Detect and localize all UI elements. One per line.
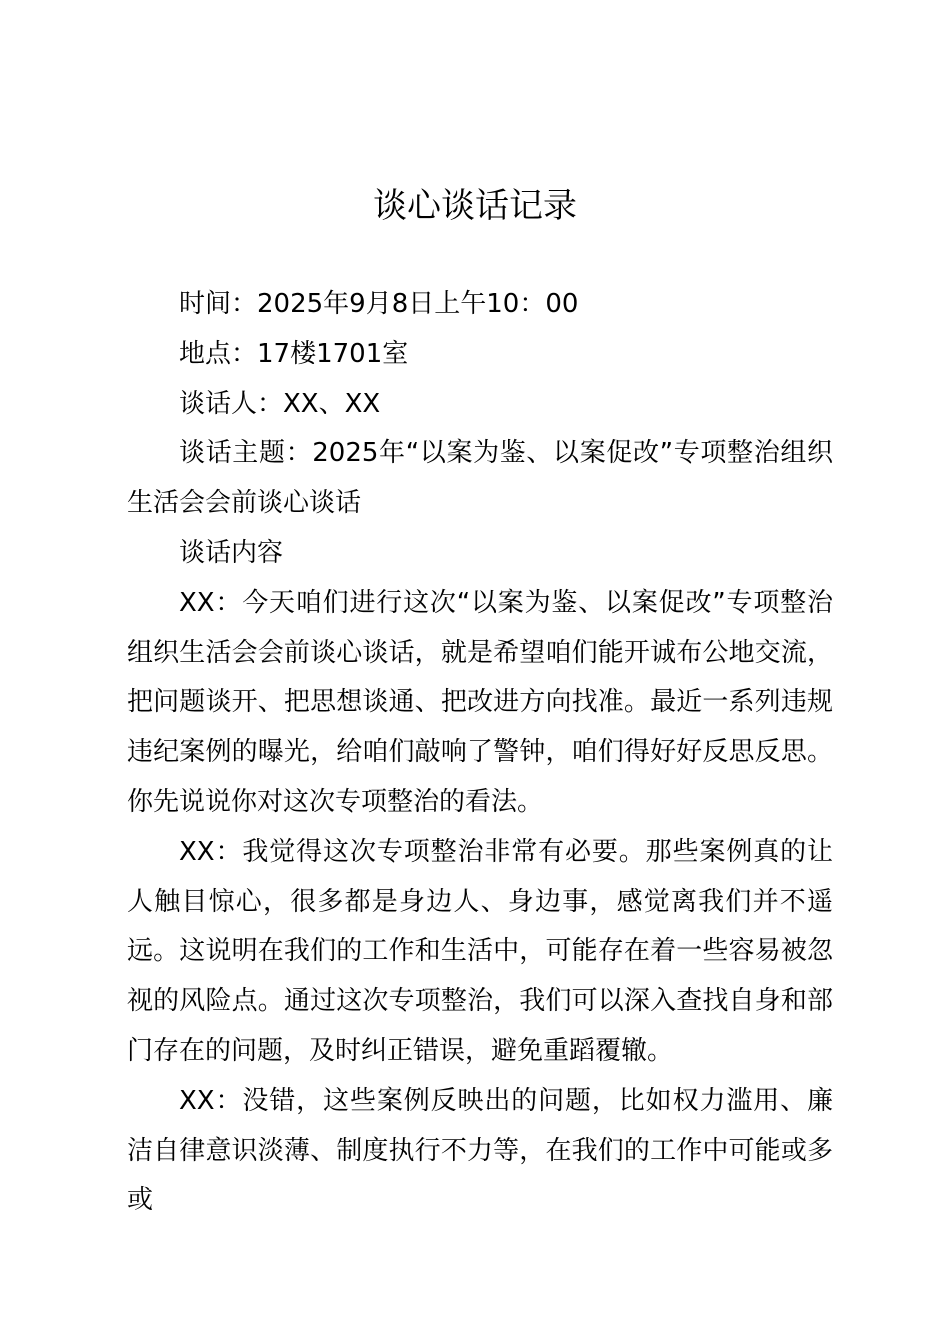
dialogue-paragraph: XX：我觉得这次专项整治非常有必要。那些案例真的让人触目惊心，很多都是身边人、身边事，感觉离我们并不遥远。这说明在我们的工作和生活中，可能存在着一些容易被忽视的风险点。通过这次专项整治，我们可以深入查找自身和部门存在的问题，及时纠正错误，避免重蹈覆辙。	[127, 836, 833, 1066]
meta-speakers: 谈话人：XX、XX	[179, 388, 381, 419]
meta-topic: 谈话主题：2025年“以案为鉴、以案促改”专项整治组织生活会会前谈心谈话	[127, 438, 833, 519]
document-body	[127, 280, 833, 1226]
dialogue-paragraph: XX：没错，这些案例反映出的问题，比如权力滥用、廉洁自律意识淡薄、制度执行不力等，在我们的工作中可能或多或	[127, 1085, 833, 1216]
meta-place: 地点：17楼1701室	[179, 338, 409, 369]
meta-time: 时间：2025年9月8日上午10：00	[179, 289, 579, 319]
document-title: 谈心谈话记录	[373, 186, 577, 226]
content-heading: 谈话内容	[179, 537, 284, 568]
dialogue-paragraph: XX：今天咱们进行这次“以案为鉴、以案促改”专项整治组织生活会会前谈心谈话，就是希望咱们能开诚布公地交流，把问题谈开、把思想谈通、把改进方向找准。最近一系列违规违纪案例的曝光，给咱们敲响了警钟，咱们得好好反思反思。你先说说你对这次专项整治的看法。	[127, 587, 833, 817]
